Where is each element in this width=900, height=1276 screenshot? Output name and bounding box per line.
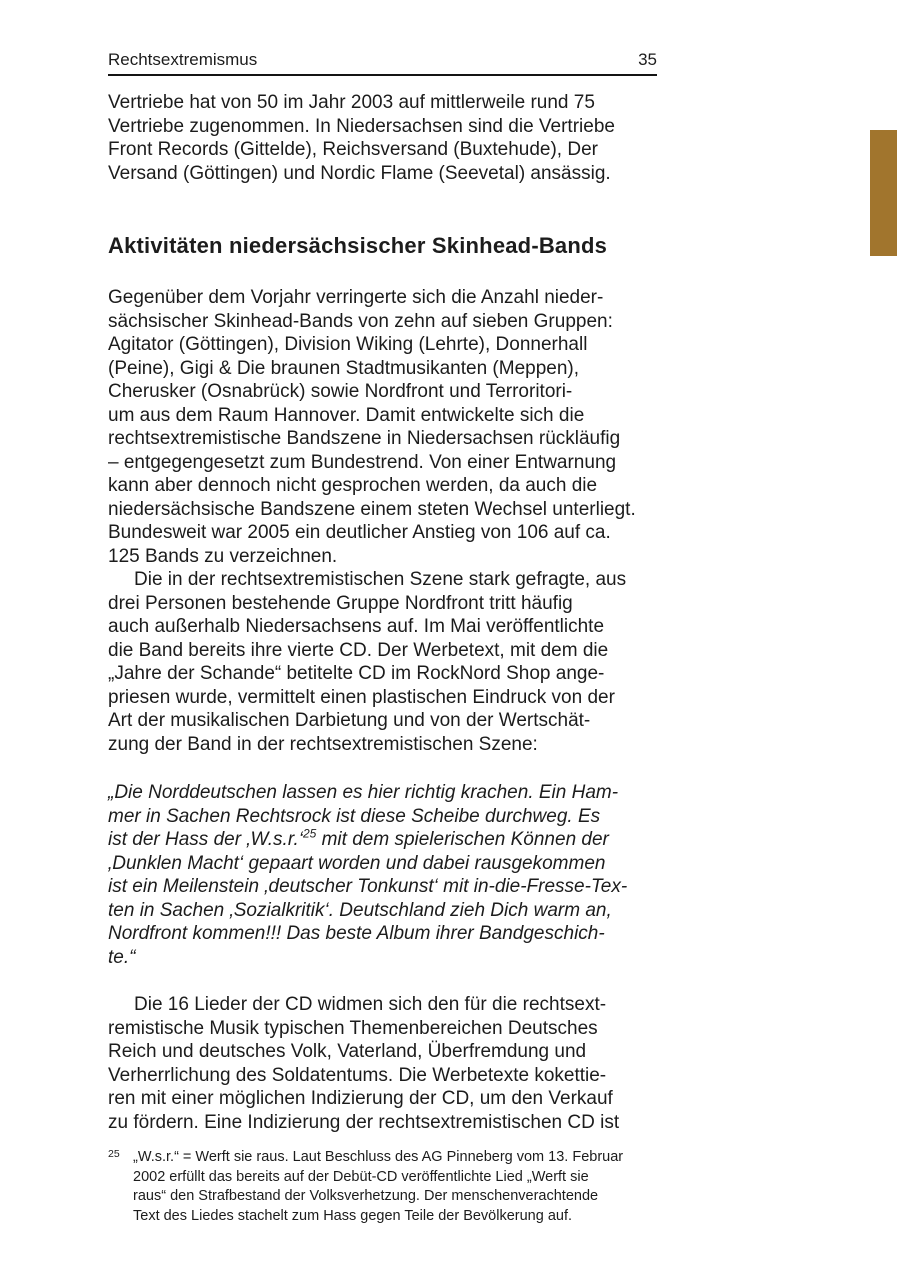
text-line: mer in Sachen Rechtsrock ist diese Scheibe durchweg. Es xyxy=(108,805,601,827)
text-line: – entgegengesetzt zum Bundestrend. Von einer Entwarnung xyxy=(108,451,617,473)
text-line: ist ein Meilenstein ‚deutscher Tonkunst‘ mit in-die-Fresse-Tex- xyxy=(108,876,628,897)
text-line: (Peine), Gigi & Die braunen Stadtmusikanten (Meppen), xyxy=(108,357,580,379)
quote-line-with-footnote-ref xyxy=(108,828,657,852)
text-line: Die in der rechtsextremistischen Szene stark gefragte, aus xyxy=(134,569,627,590)
text-line: Reich und deutsches Volk, Vaterland, Überfremdung und xyxy=(108,1041,587,1062)
text-line: Nordfront kommen!!! Das beste Album ihrer Bandgeschich- xyxy=(108,923,605,944)
footnote-marker: 25 xyxy=(108,1148,120,1160)
paragraph-nordfront-cd xyxy=(108,568,657,756)
text-line: „Die Norddeutschen lassen es hier richtig krachen. Ein Ham- xyxy=(108,782,619,803)
text-line: Art der musikalischen Darbietung und von der Wertschät- xyxy=(108,710,591,731)
quote-lines-before xyxy=(108,781,657,828)
text-line: zung der Band in der rechtsextremistischen Szene: xyxy=(108,733,538,755)
footnote-lines xyxy=(133,1148,657,1226)
text-line: te.“ xyxy=(108,946,136,968)
text-line: sächsischer Skinhead-Bands von zehn auf sieben Gruppen: xyxy=(108,310,613,332)
text-line: Cherusker (Osnabrück) sowie Nordfront und Terroritori- xyxy=(108,381,573,402)
quote-block xyxy=(108,781,657,969)
quote-text-before-ref: ist der Hass der ‚W.s.r.‘ xyxy=(108,829,303,850)
text-line: Agitator (Göttingen), Division Wiking (Lehrte), Donnerhall xyxy=(108,334,588,355)
intro-paragraph xyxy=(108,91,657,185)
page-content xyxy=(108,50,657,1226)
running-title: Rechtsextremismus xyxy=(108,50,258,69)
text-line: ten in Sachen ‚Sozialkritik‘. Deutschland zieh Dich warm an, xyxy=(108,899,612,921)
text-line: die Band bereits ihre vierte CD. Der Werbetext, mit dem die xyxy=(108,639,609,661)
text-line: Vertriebe zugenommen. In Niedersachsen sind die Vertriebe xyxy=(108,115,615,137)
text-line: „Jahre der Schande“ betitelte CD im RockNord Shop ange- xyxy=(108,663,605,684)
quote-text-after-ref: mit dem spielerischen Können der xyxy=(316,829,609,850)
section-heading: Aktivitäten niedersächsischer Skinhead-Bands xyxy=(108,233,608,258)
text-line: „W.s.r.“ = Werft sie raus. Laut Beschluss des AG Pinneberg vom 13. Februar xyxy=(133,1149,624,1165)
text-line: ‚Dunklen Macht‘ gepaart worden und dabei rausgekommen xyxy=(108,852,606,874)
text-line: remistische Musik typischen Themenbereichen Deutsches xyxy=(108,1017,598,1039)
text-line: kann aber dennoch nicht gesprochen werden, da auch die xyxy=(108,475,598,496)
text-line: Vertriebe hat von 50 im Jahr 2003 auf mittlerweile rund 75 xyxy=(108,92,595,113)
paragraph-skinhead-bands xyxy=(108,286,657,568)
text-line: auch außerhalb Niedersachsens auf. Im Mai veröffentlichte xyxy=(108,616,605,637)
text-line: zu fördern. Eine Indizierung der rechtsextremistischen CD ist xyxy=(108,1111,620,1133)
text-line: priesen wurde, vermittelt einen plastischen Eindruck von der xyxy=(108,686,615,708)
text-line: drei Personen bestehende Gruppe Nordfront tritt häufig xyxy=(108,592,573,614)
page-header xyxy=(108,50,657,76)
text-line: rechtsextremistische Bandszene in Niedersachsen rückläufig xyxy=(108,428,621,449)
page-edge-register-tab xyxy=(870,130,897,256)
footnote-ref-25: 25 xyxy=(302,826,317,841)
text-line: Verherrlichung des Soldatentums. Die Werbetexte kokettie- xyxy=(108,1064,607,1086)
page-number: 35 xyxy=(638,50,657,69)
text-line: 2002 erfüllt das bereits auf der Debüt-CD veröffentlichte Lied „Werft sie xyxy=(133,1168,589,1185)
text-line: Gegenüber dem Vorjahr verringerte sich die Anzahl nieder- xyxy=(108,287,604,308)
text-line: Text des Liedes stachelt zum Hass gegen Teile der Bevölkerung auf. xyxy=(133,1207,573,1224)
text-line: um aus dem Raum Hannover. Damit entwickelte sich die xyxy=(108,404,585,426)
text-line: Die 16 Lieder der CD widmen sich den für die rechtsext- xyxy=(134,994,607,1015)
text-line: Versand (Göttingen) und Nordic Flame (Seevetal) ansässig. xyxy=(108,162,611,184)
text-line: Front Records (Gittelde), Reichsversand (Buxtehude), Der xyxy=(108,139,598,160)
text-line: niedersächsische Bandszene einem steten Wechsel unterliegt. xyxy=(108,498,636,520)
text-line: ren mit einer möglichen Indizierung der CD, um den Verkauf xyxy=(108,1088,613,1109)
text-line: 125 Bands zu verzeichnen. xyxy=(108,545,338,567)
text-line: Bundesweit war 2005 ein deutlicher Anstieg von 106 auf ca. xyxy=(108,522,611,543)
text-line: raus“ den Strafbestand der Volksverhetzung. Der menschenverachtende xyxy=(133,1188,599,1204)
footnote-25 xyxy=(108,1148,657,1226)
paragraph-cd-lieder xyxy=(108,993,657,1134)
quote-lines-after xyxy=(108,852,657,970)
